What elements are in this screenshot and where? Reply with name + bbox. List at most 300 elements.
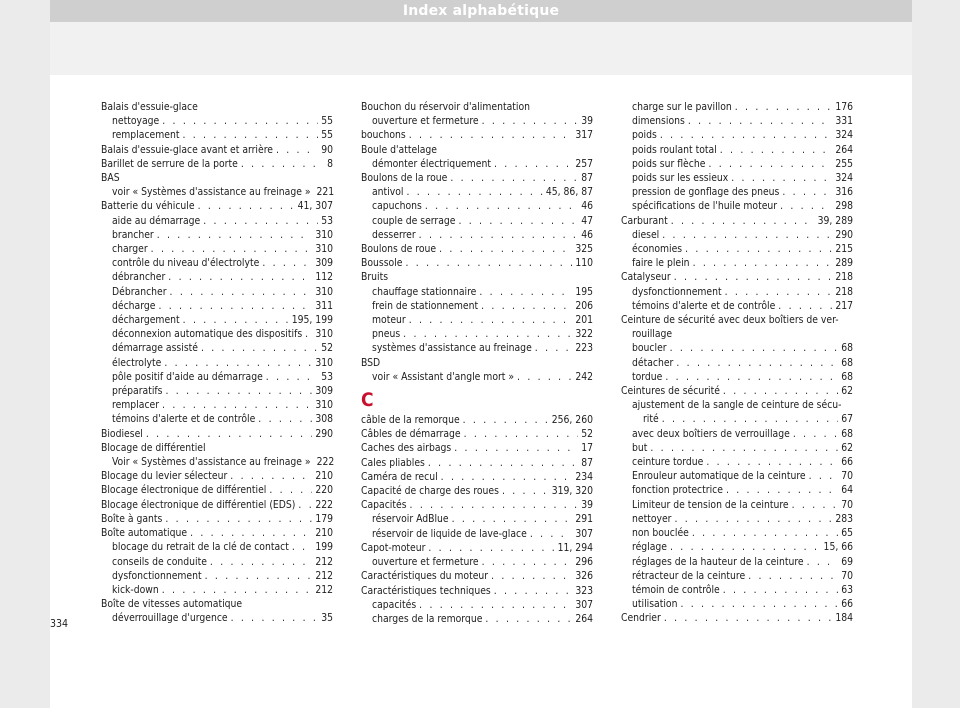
- entry-page-ref: 90: [321, 143, 333, 156]
- entry-term: Capot-moteur: [361, 541, 426, 554]
- entry-term: desserrer: [372, 228, 416, 241]
- entry-page-ref: 201: [575, 314, 593, 327]
- dot-leader: [266, 370, 318, 384]
- entry-term: Cales pliables: [361, 456, 425, 469]
- entry-page-ref: 110: [575, 257, 593, 270]
- entry-page-ref: 310: [315, 228, 333, 241]
- entry-page-ref: 66: [841, 598, 853, 611]
- dot-leader: [662, 228, 832, 242]
- entry-term: Boîte automatique: [101, 527, 188, 540]
- index-column-3: [621, 100, 853, 626]
- dot-leader: [450, 171, 578, 185]
- entry-page-ref: 326: [575, 570, 593, 583]
- entry-page-ref: 331: [835, 115, 853, 128]
- entry-term: charger: [112, 243, 148, 256]
- index-subentry: [361, 299, 593, 313]
- entry-term: décharge: [112, 299, 156, 312]
- entry-term: nettoyer: [632, 512, 672, 525]
- entry-term: témoins d'alerte et de contrôle: [112, 413, 256, 426]
- index-entry: [361, 456, 593, 470]
- entry-term: but: [632, 441, 648, 454]
- index-entry: [361, 427, 593, 441]
- index-entry: [361, 569, 593, 583]
- entry-term: charge sur le pavillon: [632, 101, 732, 113]
- entry-term: Bouchon du réservoir d'alimentation: [361, 101, 531, 113]
- entry-page-ref: 323: [575, 584, 593, 597]
- index-entry: [361, 584, 593, 598]
- index-subentry: [621, 512, 853, 526]
- dot-leader: [720, 143, 833, 157]
- dot-leader: [685, 242, 832, 256]
- entry-term: Limiteur de tension de la ceinture: [632, 498, 789, 511]
- entry-page-ref: 296: [575, 556, 593, 569]
- index-entry: [361, 270, 593, 284]
- dot-leader: [305, 327, 312, 341]
- entry-page-ref: 46: [581, 200, 593, 213]
- entry-page-ref: 55: [321, 129, 333, 142]
- index-entry: [361, 171, 593, 185]
- index-column-2: [361, 100, 593, 626]
- entry-page-ref: 68: [841, 342, 853, 355]
- entry-page-ref: 290: [315, 427, 333, 440]
- entry-term: déverrouillage d'urgence: [112, 612, 228, 625]
- entry-term: préparatifs: [112, 385, 163, 398]
- entry-page-ref: 317: [575, 129, 593, 142]
- entry-term: déchargement: [112, 314, 180, 327]
- entry-term: ouverture et fermeture: [372, 556, 479, 569]
- entry-page-ref: 291: [575, 513, 593, 526]
- entry-term: BSD: [361, 356, 381, 369]
- entry-term: électrolyte: [112, 356, 162, 369]
- entry-page-ref: 184: [835, 612, 853, 625]
- entry-page-ref: 68: [841, 370, 853, 383]
- index-subentry: [621, 569, 853, 583]
- index-subentry: [361, 527, 593, 541]
- dot-leader: [778, 299, 832, 313]
- entry-page-ref: 316: [835, 186, 853, 199]
- entry-page-ref: 62: [841, 385, 853, 398]
- index-subentry: [101, 256, 333, 270]
- index-subentry: [361, 285, 593, 299]
- index-subentry: [361, 114, 593, 128]
- dot-leader: [158, 299, 312, 313]
- dot-leader: [452, 512, 573, 526]
- entry-term: remplacer: [112, 399, 160, 412]
- index-subentry: [621, 143, 853, 157]
- entry-term: Balais d'essuie-glace avant et arrière: [101, 143, 273, 156]
- entry-term: kick-down: [112, 583, 159, 596]
- dot-leader: [748, 569, 838, 583]
- dot-leader: [205, 569, 313, 583]
- entry-term: systèmes d'assistance au freinage: [372, 342, 532, 355]
- entry-term: Batterie du véhicule: [101, 200, 195, 213]
- entry-term: voir « Systèmes d'assistance au freinage »: [112, 186, 311, 199]
- entry-term: Caméra de recul: [361, 470, 438, 483]
- dot-leader: [151, 242, 313, 256]
- index-subentry: [621, 114, 853, 128]
- entry-page-ref: 212: [315, 555, 333, 568]
- index-subentry: [361, 612, 593, 626]
- entry-page-ref: 307: [575, 598, 593, 611]
- index-subentry: [621, 185, 853, 199]
- dot-leader: [731, 171, 832, 185]
- entry-term: ajustement de la sangle de ceinture de sécu-: [632, 399, 842, 412]
- index-subentry: [101, 341, 333, 355]
- index-subentry: [361, 555, 593, 569]
- index-subentry: [101, 327, 333, 341]
- entry-term: fonction protectrice: [632, 484, 723, 497]
- entry-term: Boulons de la roue: [361, 172, 448, 185]
- index-entry: [361, 413, 593, 427]
- entry-page-ref: 309: [315, 385, 333, 398]
- entry-term: Blocage de différentiel: [101, 441, 206, 454]
- entry-term: poids sur les essieux: [632, 172, 729, 185]
- index-subentry: [621, 199, 853, 213]
- dot-leader: [292, 540, 312, 554]
- entry-page-ref: 15, 66: [823, 541, 853, 554]
- entry-page-ref: 255: [835, 157, 853, 170]
- dot-leader: [230, 469, 312, 483]
- index-subentry: [621, 228, 853, 242]
- entry-term: tordue: [632, 370, 663, 383]
- dot-leader: [670, 341, 839, 355]
- index-entry: [361, 484, 593, 498]
- entry-page-ref: 310: [315, 243, 333, 256]
- entry-term: Boîte à gants: [101, 512, 163, 525]
- entry-term: couple de serrage: [372, 214, 456, 227]
- entry-term: pression de gonflage des pneus: [632, 186, 780, 199]
- page-number: 334: [50, 618, 69, 630]
- entry-page-ref: 257: [575, 157, 593, 170]
- index-entry: [361, 100, 593, 114]
- entry-page-ref: 47: [581, 214, 593, 227]
- entry-term: démonter électriquement: [372, 157, 491, 170]
- dot-leader: [517, 370, 572, 384]
- entry-term: Carburant: [621, 214, 668, 227]
- dot-leader: [535, 341, 573, 355]
- entry-term: conseils de conduite: [112, 555, 207, 568]
- dot-leader: [406, 256, 573, 270]
- dot-leader: [479, 285, 572, 299]
- page-title: Index alphabétique: [402, 3, 560, 19]
- entry-term: Cendrier: [621, 612, 661, 625]
- index-subentry: [361, 157, 593, 171]
- entry-page-ref: 70: [841, 470, 853, 483]
- dot-leader: [482, 555, 573, 569]
- index-subentry: [621, 427, 853, 441]
- entry-term: Caches des airbags: [361, 442, 452, 455]
- index-entry: [101, 427, 333, 441]
- entry-term: Enrouleur automatique de la ceinture: [632, 470, 806, 483]
- index-column-1: [101, 100, 333, 626]
- entry-term: Boussole: [361, 257, 403, 270]
- entry-term: déconnexion automatique des dispositifs: [112, 328, 303, 341]
- dot-leader: [166, 384, 313, 398]
- entry-page-ref: 69: [841, 555, 853, 568]
- entry-page-ref: 310: [315, 356, 333, 369]
- dot-leader: [662, 412, 838, 426]
- index-subentry: [101, 455, 333, 469]
- entry-term: Boule d'attelage: [361, 143, 438, 156]
- index-entry: [101, 157, 333, 171]
- index-subentry: [101, 356, 333, 370]
- dot-leader: [485, 612, 572, 626]
- dot-leader: [481, 299, 572, 313]
- index-subentry: [361, 341, 593, 355]
- dot-leader: [146, 427, 312, 441]
- entry-page-ref: 11, 294: [557, 541, 593, 554]
- entry-page-ref: 218: [835, 271, 853, 284]
- entry-page-ref: 70: [841, 569, 853, 582]
- entry-page-ref: 222: [315, 498, 333, 511]
- dot-leader: [162, 583, 313, 597]
- index-subentry: [361, 370, 593, 384]
- entry-term: rouillage: [632, 328, 673, 341]
- index-subentry: [621, 483, 853, 497]
- index-subentry: [621, 327, 853, 341]
- entry-page-ref: 242: [575, 370, 593, 383]
- dot-leader: [723, 583, 838, 597]
- dot-leader: [675, 512, 833, 526]
- entry-page-ref: 310: [315, 399, 333, 412]
- dot-leader: [491, 569, 572, 583]
- entry-term: débrancher: [112, 271, 166, 284]
- entry-page-ref: 210: [315, 527, 333, 540]
- index-subentry: [621, 597, 853, 611]
- index-subentry: [621, 341, 853, 355]
- index-entry: [361, 356, 593, 370]
- entry-page-ref: 319, 320: [551, 485, 593, 498]
- entry-page-ref: 8: [327, 157, 333, 170]
- index-entry: [101, 526, 333, 540]
- entry-term: blocage du retrait de la clé de contact: [112, 541, 289, 554]
- index-subentry: [621, 100, 853, 114]
- dot-leader: [276, 143, 318, 157]
- index-entry: [621, 313, 853, 327]
- entry-term: réservoir de liquide de lave-glace: [372, 527, 527, 540]
- dot-leader: [262, 256, 312, 270]
- entry-page-ref: 308: [315, 413, 333, 426]
- dot-leader: [162, 398, 312, 412]
- entry-term: réservoir AdBlue: [372, 513, 449, 526]
- dot-leader: [807, 555, 839, 569]
- entry-term: pneus: [372, 328, 401, 341]
- entry-term: Débrancher: [112, 285, 167, 298]
- entry-term: aide au démarrage: [112, 214, 201, 227]
- entry-page-ref: 311: [315, 299, 333, 312]
- entry-page-ref: 52: [581, 428, 593, 441]
- entry-page-ref: 310: [315, 285, 333, 298]
- entry-page-ref: 195, 199: [291, 314, 333, 327]
- index-subentry: [621, 356, 853, 370]
- index-subentry: [621, 555, 853, 569]
- entry-page-ref: 223: [575, 342, 593, 355]
- entry-term: réglage: [632, 541, 667, 554]
- index-subentry: [621, 157, 853, 171]
- entry-term: ouverture et fermeture: [372, 115, 479, 128]
- header-bar: [50, 0, 912, 22]
- entry-term: utilisation: [632, 598, 678, 611]
- entry-term: pôle positif d'aide au démarrage: [112, 370, 263, 383]
- dot-leader: [203, 214, 318, 228]
- index-subentry: [621, 242, 853, 256]
- entry-term: Caractéristiques du moteur: [361, 570, 489, 583]
- entry-term: capuchons: [372, 200, 422, 213]
- dot-leader: [210, 555, 312, 569]
- index-subentry: [361, 313, 593, 327]
- index-entry: [361, 541, 593, 555]
- entry-page-ref: 179: [315, 512, 333, 525]
- entry-page-ref: 17: [581, 442, 593, 455]
- index-entry: [101, 498, 333, 512]
- entry-page-ref: 65: [841, 527, 853, 540]
- index-subentry: [621, 583, 853, 597]
- index-entry: [361, 470, 593, 484]
- index-entry: [361, 498, 593, 512]
- index-entry: [101, 483, 333, 497]
- dot-leader: [241, 157, 324, 171]
- entry-page-ref: 176: [835, 101, 853, 113]
- entry-term: Boîte de vitesses automatique: [101, 598, 243, 611]
- dot-leader: [406, 185, 542, 199]
- entry-page-ref: 112: [315, 271, 333, 284]
- entry-term: diesel: [632, 228, 660, 241]
- entry-term: témoin de contrôle: [632, 583, 720, 596]
- entry-term: rétracteur de la ceinture: [632, 569, 746, 582]
- entry-term: Balais d'essuie-glace: [101, 101, 198, 113]
- index-subentry: [361, 228, 593, 242]
- dot-leader: [735, 100, 833, 114]
- dot-leader: [494, 157, 572, 171]
- dot-leader: [170, 285, 313, 299]
- dot-leader: [676, 356, 838, 370]
- dot-leader: [530, 527, 572, 541]
- entry-page-ref: 324: [835, 129, 853, 142]
- index-subentry: [621, 526, 853, 540]
- index-subentry: [101, 214, 333, 228]
- index-subentry: [101, 185, 333, 199]
- entry-term: Caractéristiques techniques: [361, 584, 491, 597]
- entry-term: détacher: [632, 356, 674, 369]
- index-subentry: [101, 270, 333, 284]
- index-subentry: [621, 256, 853, 270]
- entry-page-ref: 256, 260: [551, 414, 593, 427]
- index-subentry: [621, 469, 853, 483]
- dot-leader: [463, 413, 549, 427]
- index-entry: [101, 143, 333, 157]
- index-entry: [101, 199, 333, 213]
- index-entry: [361, 441, 593, 455]
- dot-leader: [157, 228, 313, 242]
- index-subentry: [621, 370, 853, 384]
- index-subentry: [101, 611, 333, 625]
- entry-page-ref: 221: [316, 186, 335, 199]
- entry-term: remplacement: [112, 129, 180, 142]
- entry-term: Blocage du levier sélecteur: [101, 470, 228, 483]
- entry-term: poids roulant total: [632, 143, 717, 156]
- entry-page-ref: 206: [575, 299, 593, 312]
- index-subentry: [101, 412, 333, 426]
- dot-leader: [231, 611, 319, 625]
- dot-leader: [258, 412, 312, 426]
- entry-term: capacités: [372, 598, 417, 611]
- entry-page-ref: 62: [841, 441, 853, 454]
- entry-page-ref: 222: [316, 456, 335, 469]
- index-subentry: [361, 598, 593, 612]
- entry-term: non bouclée: [632, 527, 689, 540]
- entry-page-ref: 264: [575, 612, 593, 625]
- index-entry: [101, 597, 333, 611]
- dot-leader: [168, 270, 312, 284]
- index-subentry: [621, 441, 853, 455]
- entry-page-ref: 66: [841, 456, 853, 469]
- entry-term: dimensions: [632, 115, 685, 128]
- index-subentry: [101, 540, 333, 554]
- dot-leader: [674, 270, 833, 284]
- index-entry: [361, 242, 593, 256]
- dot-leader: [410, 498, 579, 512]
- dot-leader: [650, 441, 838, 455]
- dot-leader: [665, 370, 838, 384]
- index-subentry: [621, 498, 853, 512]
- entry-term: câble de la remorque: [361, 414, 460, 427]
- entry-term: moteur: [372, 314, 406, 327]
- index-subentry: [361, 199, 593, 213]
- entry-page-ref: 283: [835, 512, 853, 525]
- entry-page-ref: 215: [835, 243, 853, 256]
- dot-leader: [190, 526, 312, 540]
- entry-term: spécifications de l'huile moteur: [632, 200, 778, 213]
- dot-leader: [409, 313, 573, 327]
- entry-page-ref: 212: [315, 583, 333, 596]
- entry-page-ref: 264: [835, 143, 853, 156]
- entry-page-ref: 87: [581, 172, 593, 185]
- entry-page-ref: 322: [575, 328, 593, 341]
- index-subentry: [621, 128, 853, 142]
- entry-page-ref: 46: [581, 228, 593, 241]
- entry-page-ref: 210: [315, 470, 333, 483]
- entry-page-ref: 63: [841, 583, 853, 596]
- entry-term: dysfonctionnement: [632, 285, 722, 298]
- entry-page-ref: 39, 289: [817, 214, 853, 227]
- entry-term: rité: [643, 413, 659, 426]
- entry-term: poids: [632, 129, 657, 142]
- dot-leader: [726, 483, 838, 497]
- entry-term: avec deux boîtiers de verrouillage: [632, 427, 790, 440]
- entry-term: faire le plein: [632, 257, 690, 270]
- entry-term: Barillet de serrure de la porte: [101, 157, 238, 170]
- dot-leader: [670, 540, 821, 554]
- entry-page-ref: 53: [321, 214, 333, 227]
- dot-leader: [428, 456, 578, 470]
- entry-page-ref: 53: [321, 370, 333, 383]
- index-subentry: [621, 299, 853, 313]
- dot-leader: [482, 114, 579, 128]
- index-subentry: [101, 228, 333, 242]
- entry-term: voir « Assistant d'angle mort »: [372, 370, 515, 383]
- dot-leader: [692, 526, 838, 540]
- entry-page-ref: 67: [841, 413, 853, 426]
- dot-leader: [439, 242, 572, 256]
- entry-page-ref: 195: [575, 285, 593, 298]
- entry-term: Boulons de roue: [361, 243, 437, 256]
- index-subentry: [101, 384, 333, 398]
- entry-page-ref: 289: [835, 257, 853, 270]
- index-entry: [101, 512, 333, 526]
- dot-leader: [165, 512, 312, 526]
- index-subentry: [361, 214, 593, 228]
- index-subentry: [621, 171, 853, 185]
